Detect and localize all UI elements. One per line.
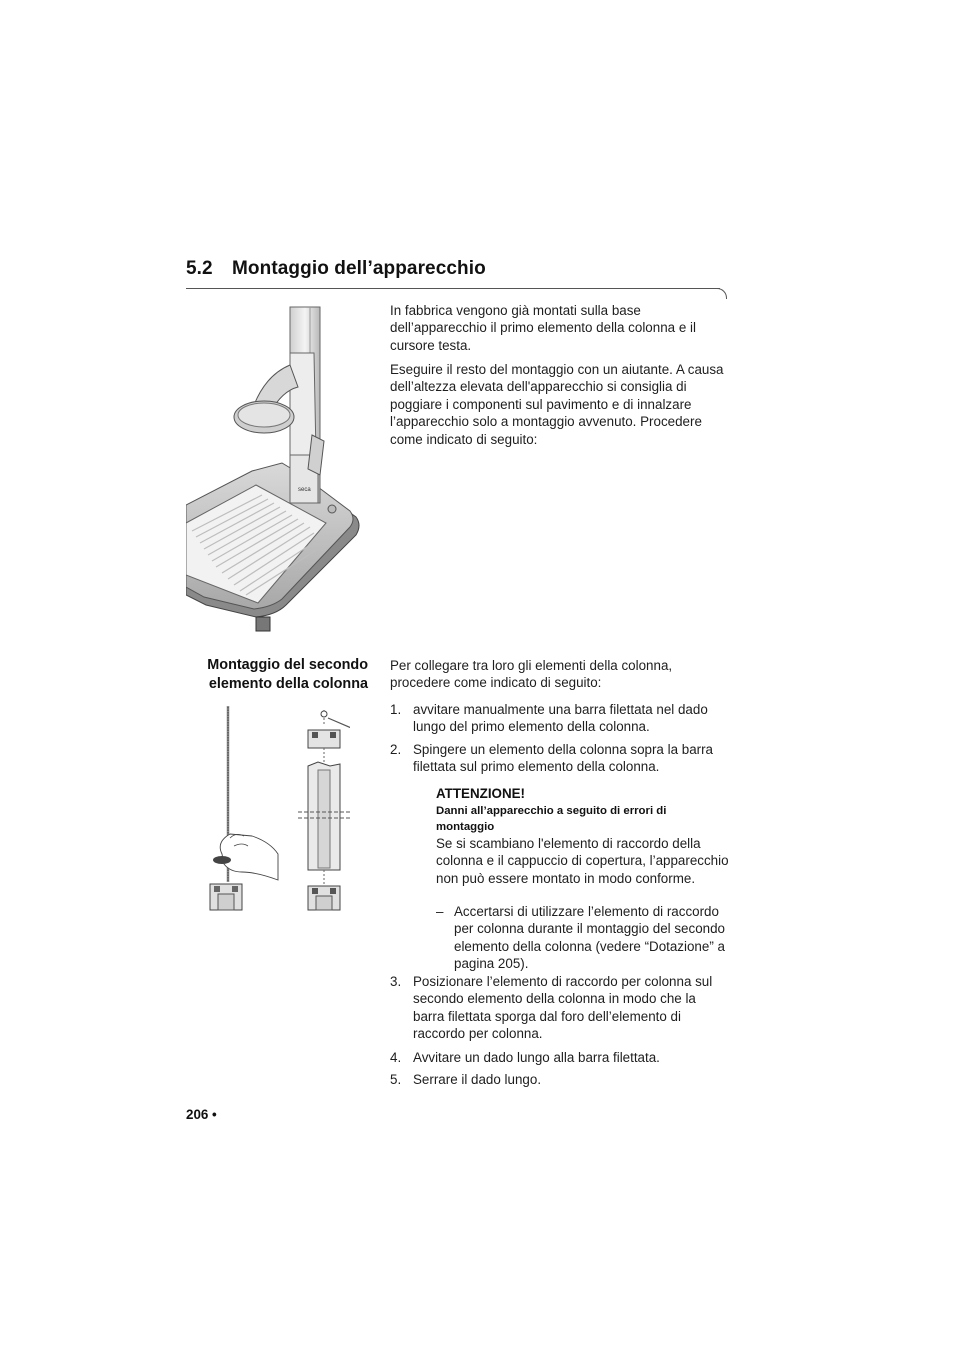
subsection-title: Montaggio del secondo elemento della colonna <box>207 657 368 692</box>
warning-subtitle: Danni all’apparecchio a seguito di errori di montaggio <box>436 805 667 833</box>
intro-paragraph-2: Eseguire il resto del montaggio con un aiutante. A causa dell’altezza elevata dell'apparecchio si consiglia di poggiare i componenti sul pavimento e di innalzare l’apparecchio solo a montaggio avvenuto. Procedere come indicato di seguito: <box>390 362 724 447</box>
step-number: 3. <box>390 974 402 989</box>
stadiometer-illustration <box>186 305 366 635</box>
step-text: Spingere un elemento della colonna sopra la barra filettata sul primo elemento della colonna. <box>413 742 714 775</box>
intro-paragraph-1: In fabbrica vengono già montati sulla base dell’apparecchio il primo elemento della colonna e il cursore testa. <box>390 303 696 353</box>
warning-title: ATTENZIONE! <box>436 786 526 801</box>
step-text: Avvitare un dado lungo alla barra filettata. <box>413 1050 660 1065</box>
subsection-intro: Per collegare tra loro gli elementi della colonna, procedere come indicato di seguito: <box>390 658 673 691</box>
step-text: Posizionare l’elemento di raccordo per colonna sul secondo elemento della colonna in modo che la barra filettata sporga dal foro dell’elemento di raccordo per colonna. <box>413 974 713 1042</box>
section-title <box>186 258 486 280</box>
warning-item-text: Accertarsi di utilizzare l’elemento di raccordo per colonna durante il montaggio del secondo elemento della colonna (vedere “Dotazione” a pagina 205). <box>454 904 725 972</box>
step-number: 1. <box>390 702 402 717</box>
step-number: 2. <box>390 742 402 757</box>
dash-bullet: – <box>436 904 444 919</box>
step-number: 4. <box>390 1050 402 1065</box>
brand-mark: seca <box>298 487 311 493</box>
section-rule <box>186 288 720 289</box>
section-number: 5.2 <box>186 258 213 279</box>
column-assembly-illustration <box>200 704 350 912</box>
warning-body: Se si scambiano l'elemento di raccordo della colonna e il cappuccio di copertura, l’apparecchio non può essere montato in modo conforme. <box>436 836 729 886</box>
step-text: Serrare il dado lungo. <box>413 1072 542 1087</box>
section-rule-corner <box>716 288 727 299</box>
step-text: avvitare manualmente una barra filettata nel dado lungo del primo elemento della colonna. <box>413 702 708 735</box>
step-number: 5. <box>390 1072 402 1087</box>
section-title-text: Montaggio dell’apparecchio <box>232 258 486 279</box>
page-number: 206 • <box>186 1107 217 1122</box>
